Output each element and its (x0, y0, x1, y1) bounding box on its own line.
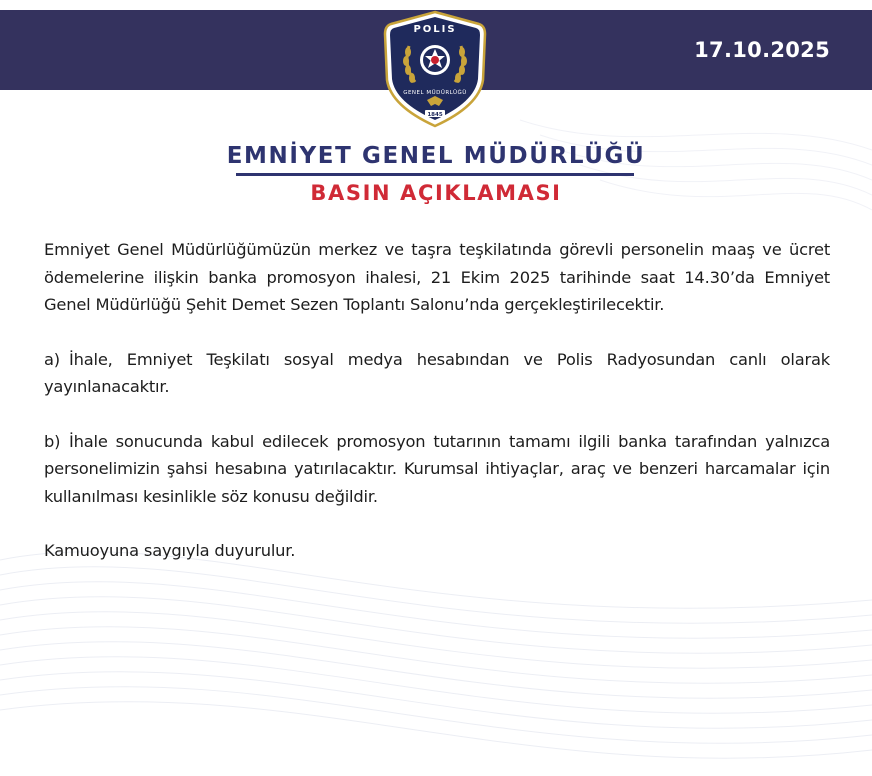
list-item-a (44, 346, 830, 401)
closing-paragraph: Kamuoyuna saygıyla duyurulur. (44, 541, 296, 560)
list-marker-b: b) (44, 431, 61, 451)
intro-paragraph: Emniyet Genel Müdürlüğümüzün merkez ve taşra teşkilatında görevli personelin maaş ve ücret ödemelerine ilişkin banka promosyon ihalesi, 21 Ekim 2025 tarihinde saat 14.30’da Emniyet Genel Müdürlüğü Şehit Demet Sezen Toplantı Salonu’nda gerçekleştirilecektir. (44, 240, 830, 314)
press-release-date: 17.10.2025 (694, 38, 830, 62)
list-item-b (44, 428, 830, 511)
police-emblem-logo (381, 10, 489, 128)
document-type-title: BASIN AÇIKLAMASI (310, 181, 562, 205)
svg-text:GENEL MÜDÜRLÜĞÜ: GENEL MÜDÜRLÜĞÜ (403, 90, 467, 96)
list-item-a-text: İhale, Emniyet Teşkilatı sosyal medya hesabından ve Polis Radyosundan canlı olarak yayınlanacaktır. (44, 349, 830, 396)
title-underline (236, 173, 634, 176)
list-item-b-text: İhale sonucunda kabul edilecek promosyon tutarının tamamı ilgili banka tarafından yalnızca personelimizin şahsi hesabına yatırılacaktır. Kurumsal ihtiyaçlar, araç ve benzeri harcamalar için kullanılması kesinlikle söz konusu değildir. (44, 431, 830, 506)
list-marker-a: a) (44, 349, 60, 369)
press-release-body (44, 236, 830, 565)
svg-text:POLIS: POLIS (413, 24, 457, 35)
organization-title: EMNİYET GENEL MÜDÜRLÜĞÜ (226, 143, 646, 169)
emblem-year: 1845 (427, 112, 443, 118)
